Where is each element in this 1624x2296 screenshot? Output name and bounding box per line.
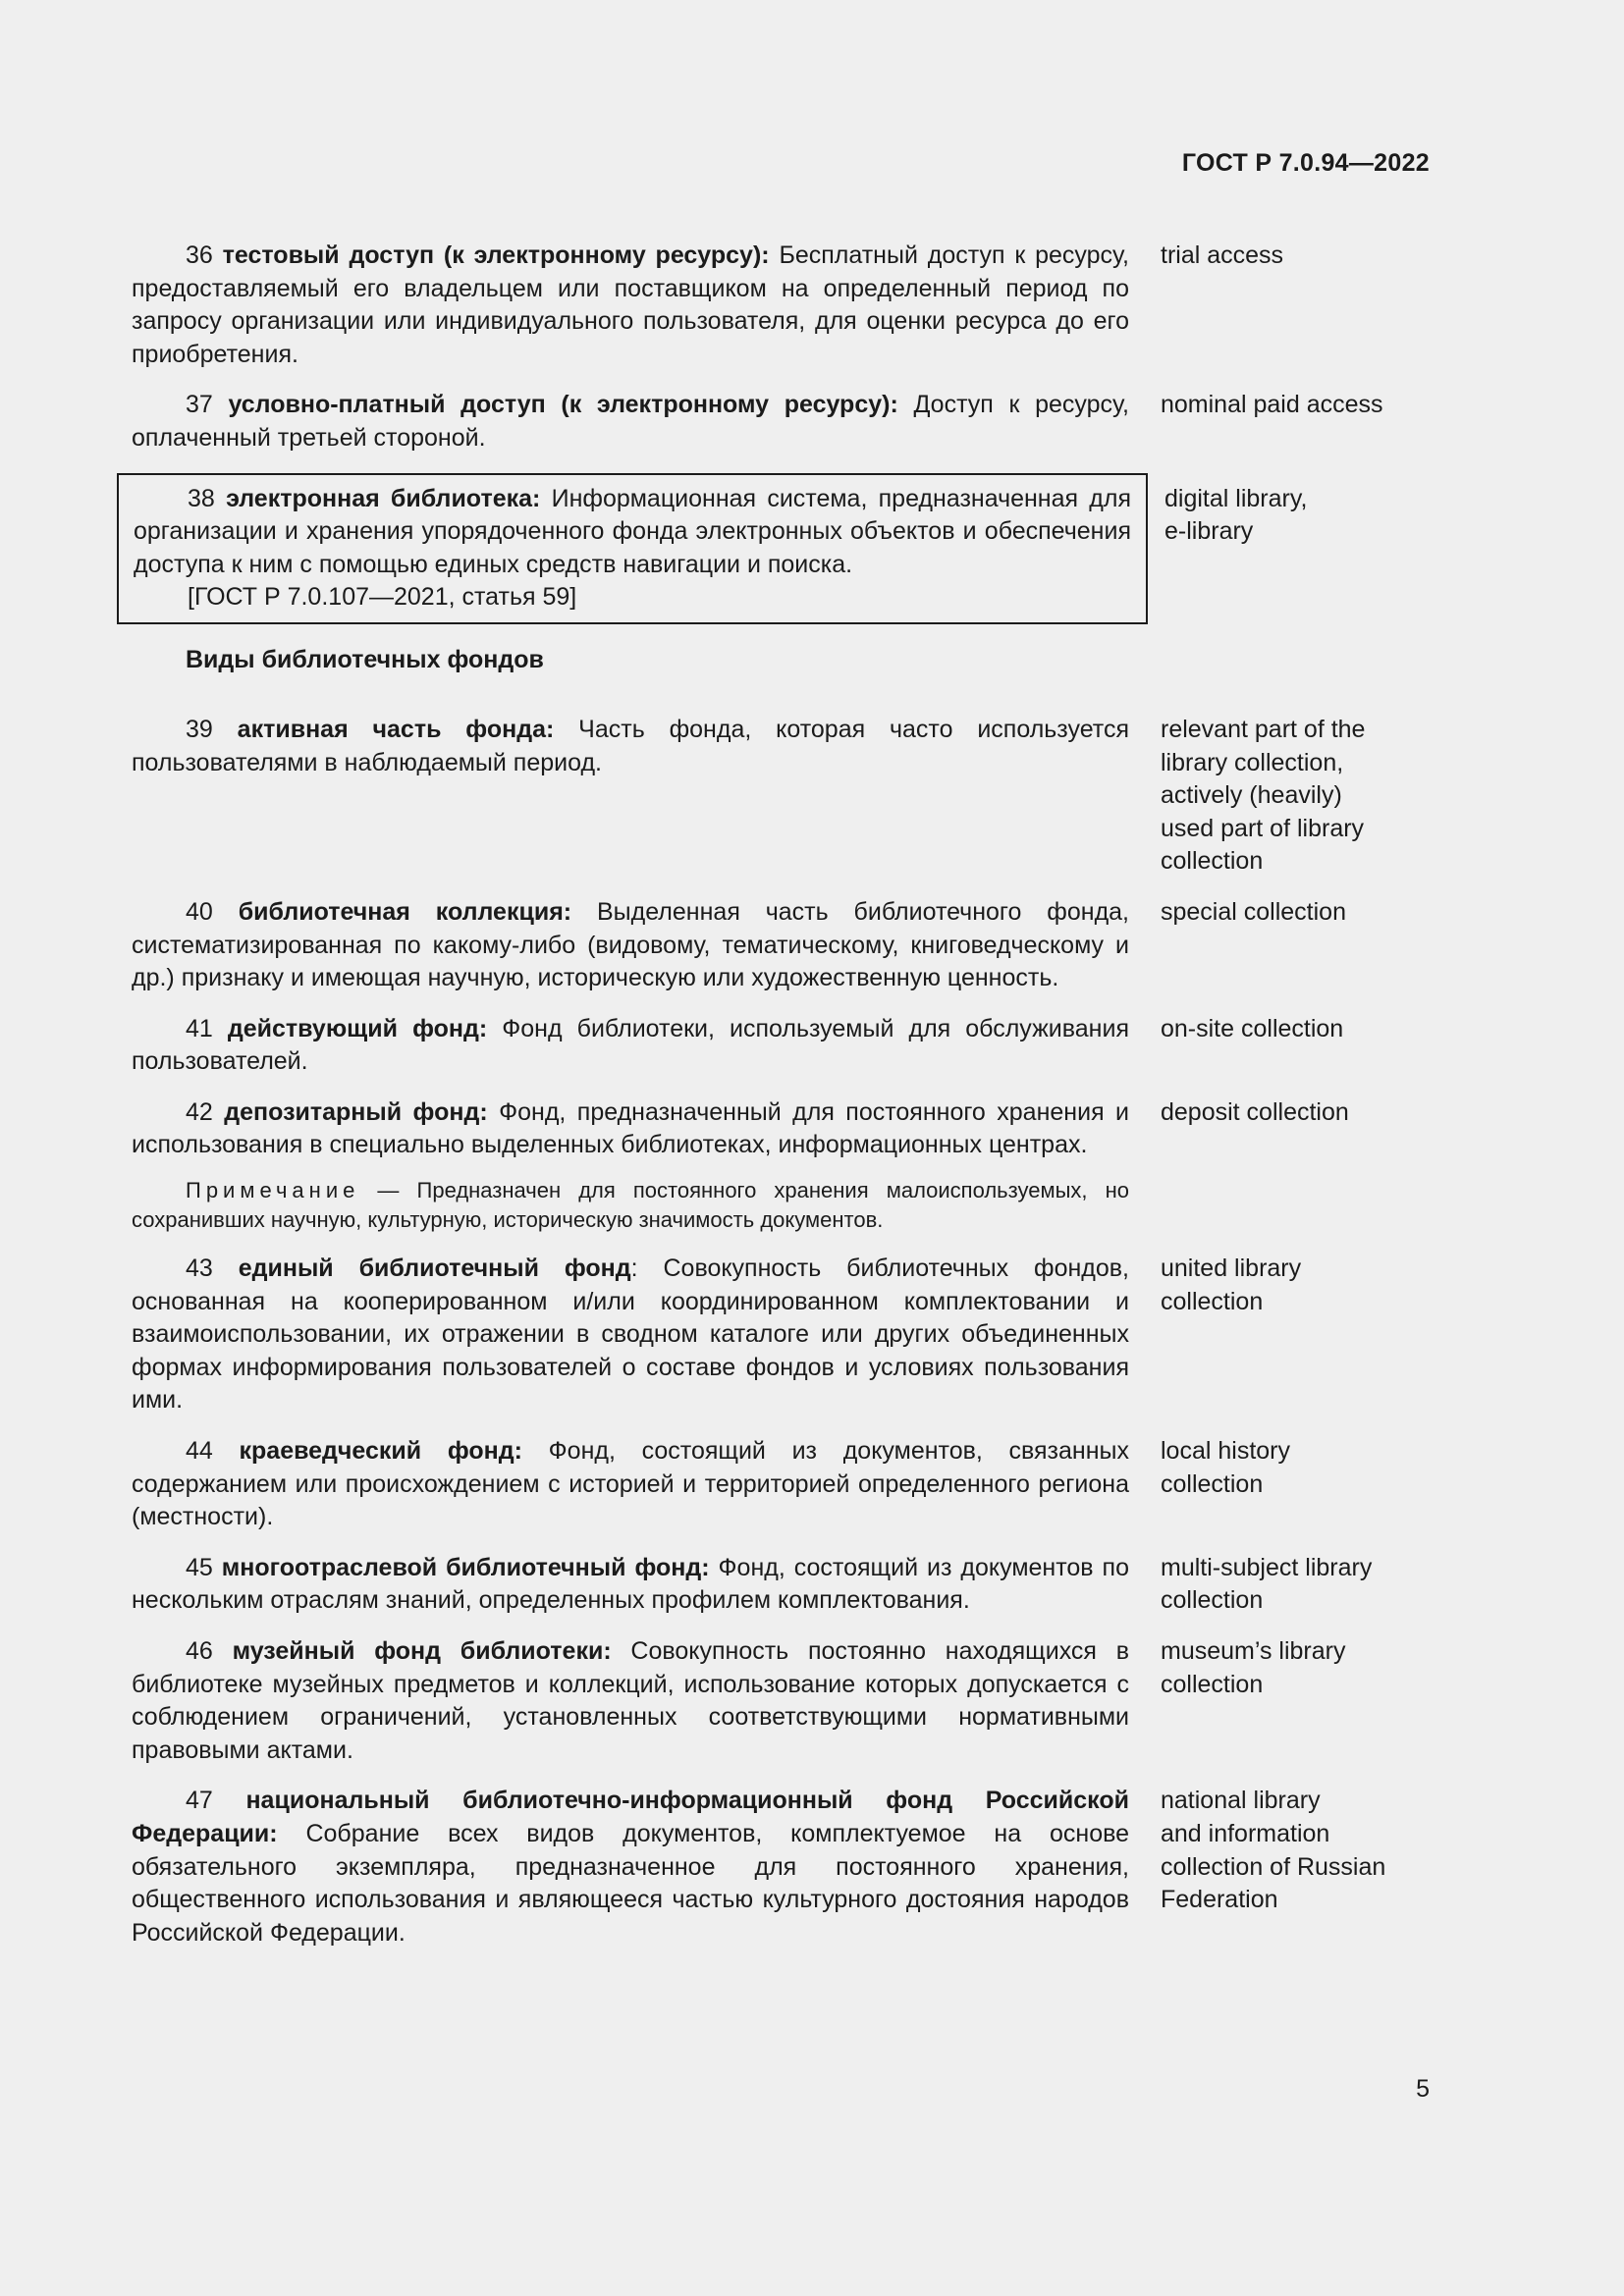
term-definition: Фонд, состоящий из документов, связанных содержанием или происхождением с историей и территорией определенного региона (местности). [132,1437,1130,1531]
term-entry-40 [132,896,1428,995]
term-definition: Бесплатный доступ к ресурсу, предоставляемый его владельцем или поставщиком на определенный период по запросу организации или индивидуального пользователя, для оценки ресурса до его приобретения. [132,241,1129,368]
term-name: библиотечная коллекция: [238,897,572,926]
term-number: 47 [186,1787,213,1815]
term-number: 36 [186,241,213,269]
term-text [132,389,1129,454]
term-english: trial access [1161,241,1284,269]
term-english: national library and information collection of Russian Federation [1161,1787,1386,1914]
term-english: nominal paid access [1161,391,1383,419]
section-title: Виды библиотечных фондов [186,645,544,673]
note-text: — Предназначен для постоянного хранения малоиспользуемых, но сохранивших научную, культурную, историческую значимость документов. [132,1178,1129,1233]
terms-list [132,240,1428,1967]
term-definition: Совокупность постоянно находящихся в библиотеке музейных предметов и коллекций, использование которых допускается с соблюдением ограничений, установленных соответствующими нормативными правовыми актами. [132,1637,1129,1764]
term-entry-44 [132,1435,1428,1534]
term-number: 45 [186,1553,213,1581]
term-entry-45 [132,1552,1428,1618]
term-entry-37 [132,389,1428,454]
term-note [132,1176,1129,1235]
term-definition: Фонд библиотеки, используемый для обслуживания пользователей. [132,1014,1129,1076]
term-name: активная часть фонда: [237,715,555,743]
page-number: 5 [1416,2075,1430,2103]
term-english: on-site collection [1161,1014,1344,1042]
boxed-term-frame [117,473,1148,624]
term-definition: Выделенная часть библиотечного фонда, систематизированная по какому-либо (видовому, тематическому, книговедческому и др.) признаку и имеющая научную, историческую или художественную ценность. [132,897,1130,992]
term-name: единый библиотечный фонд [238,1255,631,1283]
term-definition: Часть фонда, которая часто используется пользователями в наблюдаемый период. [132,715,1129,776]
term-name: действующий фонд: [227,1014,488,1042]
term-text [132,1253,1129,1417]
term-text [132,1435,1129,1534]
term-name: музейный фонд библиотеки: [232,1637,612,1665]
term-english: museum’s library collection [1161,1637,1346,1698]
term-name: депозитарный фонд: [224,1097,488,1126]
term-english: relevant part of the library collection, actively (heavily) used part of library collection [1161,715,1366,876]
term-english: deposit collection [1161,1097,1349,1126]
term-text [132,714,1129,779]
term-number: 39 [186,715,213,743]
term-definition: Доступ к ресурсу, оплаченный третьей стороной. [132,391,1129,452]
term-name: тестовый доступ (к электронному ресурсу): [222,241,770,269]
term-number: 40 [186,897,213,926]
term-text [132,1552,1129,1618]
term-text [132,896,1129,995]
term-entry-38 [132,473,1428,624]
term-text [132,1785,1129,1949]
term-number: 38 [188,484,215,512]
term-entry-43 [132,1253,1428,1417]
note-label: Примечание [186,1178,360,1203]
term-entry-39 [132,714,1428,879]
term-name: краеведческий фонд: [239,1437,522,1466]
term-definition: Фонд, предназначенный для постоянного хранения и использования в специально выделенных библиотеках, информационных центрах. [132,1097,1130,1159]
term-text [132,240,1129,371]
term-reference: [ГОСТ Р 7.0.107—2021, статья 59] [188,583,577,612]
term-definition: Информационная система, предназначенная для организации и хранения упорядоченного фонда электронных объектов и обеспечения доступа к ним с помощью единых средств навигации и поиска. [134,484,1131,578]
term-definition: : Совокупность библиотечных фондов, основанная на кооперированном и/или координированном комплектовании и взаимоиспользовании, их отражении в сводном каталоге или других объединенных формах информирования пользователей о составе фондов и условиях пользования ими. [132,1255,1129,1415]
term-entry-47 [132,1785,1428,1949]
term-entry-42 [132,1096,1428,1162]
term-text [132,1013,1129,1079]
term-number: 43 [186,1255,213,1283]
term-name: многоотраслевой библиотечный фонд: [221,1553,710,1581]
term-number: 42 [186,1097,213,1126]
term-english: multi-subject library collection [1161,1553,1373,1615]
term-entry-41 [132,1013,1428,1079]
term-name: национальный библиотечно-информационный фонд Российской Федерации: [132,1787,1129,1847]
term-entry-46 [132,1635,1428,1767]
term-number: 46 [186,1637,213,1665]
term-definition: Фонд, состоящий из документов по нескольким отраслям знаний, определенных профилем комплектования. [132,1553,1130,1615]
term-name: электронная библиотека: [226,484,541,512]
term-definition: Собрание всех видов документов, комплектуемое на основе обязательного экземпляра, предназначенное для постоянного хранения, общественного использования и являющееся частью культурного достояния народов Российской Федерации. [132,1819,1129,1947]
term-number: 37 [186,391,213,419]
term-english: local history collection [1161,1437,1290,1498]
term-english: special collection [1161,897,1346,926]
term-text [132,1096,1129,1162]
standard-header: ГОСТ Р 7.0.94—2022 [1181,149,1430,177]
term-english: digital library, e-library [1164,484,1308,546]
term-english: united library collection [1161,1255,1302,1315]
term-text [134,483,1131,614]
term-number: 44 [186,1437,213,1466]
term-entry-36 [132,240,1428,371]
term-text [132,1635,1129,1767]
term-name: условно-платный доступ (к электронному ресурсу): [228,391,898,419]
term-number: 41 [186,1014,213,1042]
